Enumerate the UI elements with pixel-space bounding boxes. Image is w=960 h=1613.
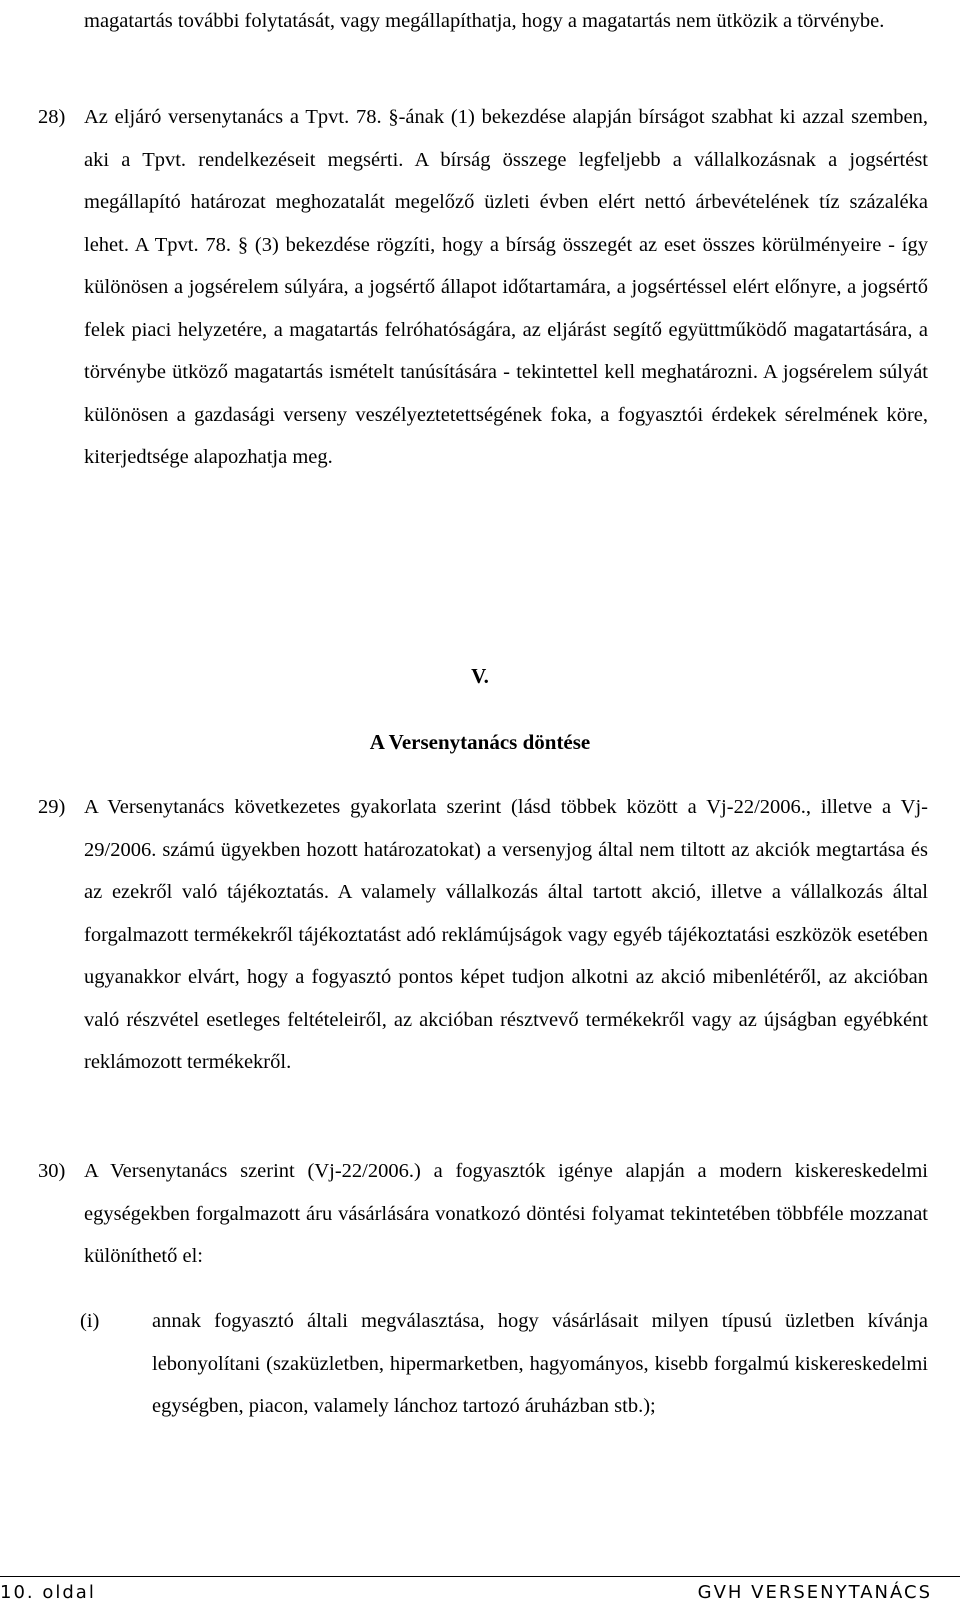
item-i-text: annak fogyasztó általi megválasztása, hogy vásárlásait milyen típusú üzletben kívánja lebonyolítani (szaküzletben, hipermarketben, hagyományos, kisebb forgalmú kiskereskedelmi egységben, piacon, valamely lánchoz tartozó áruházban stb.); [152,1310,928,1417]
footer-page-number: 10. oldal [0,1582,96,1603]
item-i-label: (i) [80,1310,100,1332]
para-30-number: 30) [38,1160,66,1182]
para-28-text: Az eljáró versenytanács a Tpvt. 78. §-ának (1) bekezdése alapján bírságot szabhat ki azzal szemben, aki a Tpvt. rendelkezéseit megsérti. A bírság összege legfeljebb a vállalkozásnak a jogsértést megállapító határozat meghozatalát megelőző üzleti évben elért nettó árbevételének tíz százaléka lehet. A Tpvt. 78. § (3) bekezdése rögzíti, hogy a bírság összegét az eset összes körülményeire - így különösen a jogsérelem súlyára, a jogsértő állapot időtartamára, a jogsértéssel elért előnyre, a jogsértő felek piaci helyzetére, a magatartás felróhatóságára, az eljárást segítő együttműködő magatartására, a törvénybe ütköző magatartás ismételt tanúsítására - tekintettel kell meghatározni. A jogsérelem súlyát különösen a gazdasági verseny veszélyeztetettségének foka, a fogyasztói érdekek sérelmének köre, kiterjedtsége alapozhatja meg. [84,106,928,468]
para-28-number: 28) [38,106,66,128]
para-29-text: A Versenytanács következetes gyakorlata szerint (lásd többek között a Vj-22/2006., illetve a Vj-29/2006. számú ügyekben hozott határozatokat) a versenyjog által nem tiltott az akciók megtartása és az ezekről való tájékoztatás. A valamely vállalkozás által tartott akció, illetve a vállalkozás által forgalmazott termékekről tájékoztatást adó reklámújságok vagy egyéb tájékoztatási eszközök esetében ugyanakkor elvárt, hogy a fogyasztó pontos képet tudjon alkotni az akció mibenlétéről, az akcióban való részvétel esetleges feltételeiről, az akcióban résztvevő termékekről vagy az újságban egyébként reklámozott termékekről. [84,796,928,1073]
para-29-number: 29) [38,796,66,818]
section-title: A Versenytanács döntése [369,730,591,754]
section-numeral: V. [471,664,489,688]
para-30-text: A Versenytanács szerint (Vj-22/2006.) a fogyasztók igénye alapján a modern kiskereskedelmi egységekben forgalmazott áru vásárlására vonatkozó döntési folyamat tekintetében többféle mozzanat különíthető el: [84,1160,928,1267]
footer-divider [0,1576,960,1577]
continuation-paragraph: magatartás további folytatását, vagy megállapíthatja, hogy a magatartás nem ütközik a törvénybe. [84,10,885,32]
footer-organization: GVH VERSENYTANÁCS [697,1582,932,1603]
